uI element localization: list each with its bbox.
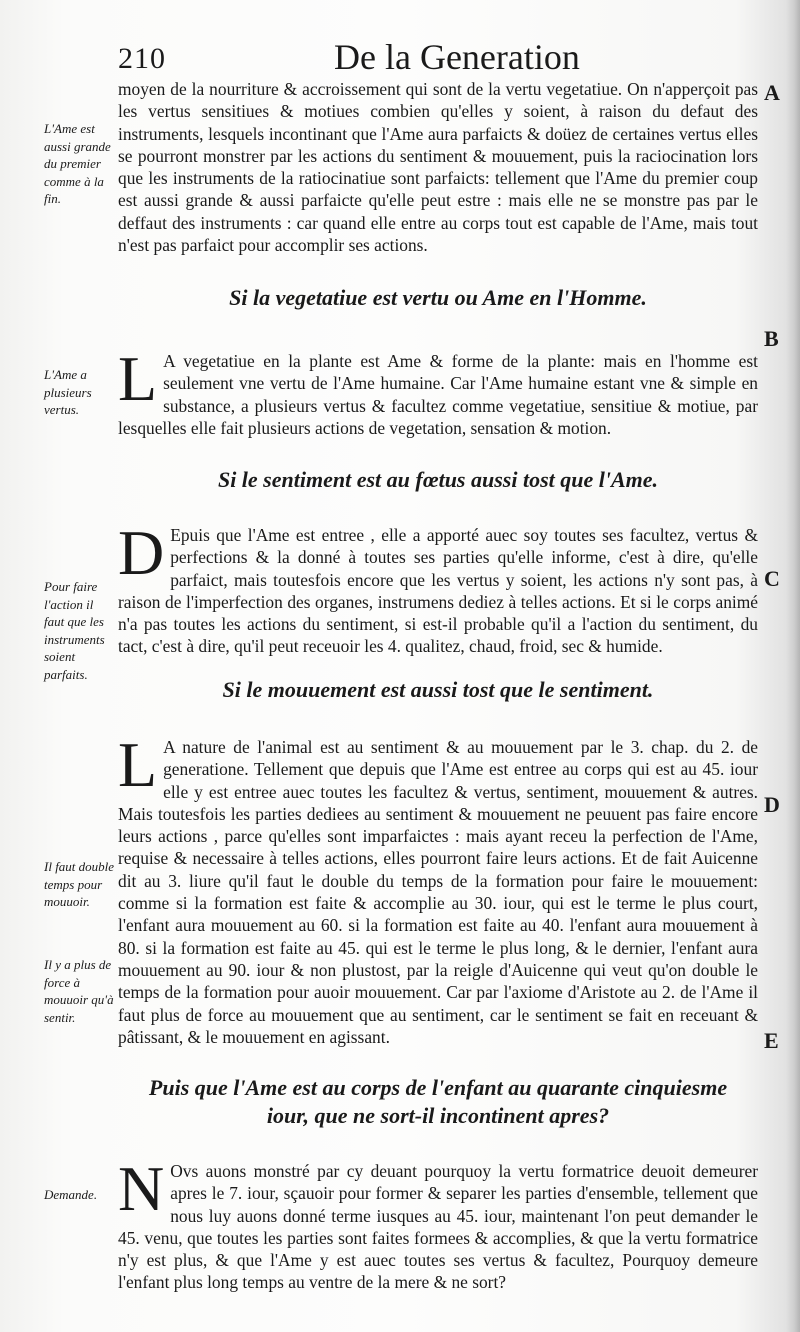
page-header bbox=[118, 36, 758, 76]
dropcap: D bbox=[118, 517, 165, 588]
page-number: 210 bbox=[118, 42, 166, 75]
heading-quarante-cinquiesme bbox=[118, 1074, 758, 1130]
paragraph-text: A nature de l'animal est au sentiment & au mouuement par le 3. chap. du 2. de generatione. Tellement que depuis que l'Ame est entree au corps qui est au 45. iour elle y est entree auec toutes les facultez & vertus, sentiment, mouuement & autres. Mais toutesfois les parties dediees au sentiment & mouuement ne peuuent pas faire encore leurs actions , parce qu'elles sont imparfaictes : mais ayant receu la perfection de l'Ame, requise & necessaire à telles actions, elles pourront faire leurs actions. Et de fait Auicenne dit au 3. liure qu'il faut le double du temps de la formation pour faire le mouuement: comme si la formation est faite & accomplie au 30. iour, qui est le terme le plus court, l'enfant aura mouuement au 60. si la formation est faite au 40. l'enfant aura mouuement à 80. si la formation est faite au 45. qui est le terme le plus long, & le dernier, l'enfant aura mouuement au 90. iour & non plustost, par la reigle d'Auicenne qui veut qu'on double le temps de la formation pour auoir mouuement. Car par l'axiome d'Aristote au 2. de l'Ame il faut plus de force au mouuement que au sentiment, car le sentiment se fait en receuant & pâtissant, & le mouuement en agissant. bbox=[118, 737, 758, 1047]
paragraph-text: A vegetatiue en la plante est Ame & forme de la plante: mais en l'homme est seulement vne vertu de l'Ame humaine. Car l'Ame humaine estant vne & simple en substance, a plusieurs vertus & facultez comme vegetatiue, sensitiue & motiue, par lesquelles elle fait plusieurs actions de vegetation, sensation & motion. bbox=[118, 351, 758, 438]
heading-mouuement: Si le mouuement est aussi tost que le sentiment. bbox=[222, 677, 654, 702]
paragraph-mouuement bbox=[118, 729, 758, 1048]
dropcap: N bbox=[118, 1153, 165, 1224]
paragraph-quarante bbox=[118, 1153, 758, 1294]
dropcap: L bbox=[118, 343, 158, 414]
heading-sentiment: Si le sentiment est au fœtus aussi tost que l'Ame. bbox=[217, 467, 659, 492]
margin-note-double-temps: Il faut double temps pour mouuoir. bbox=[44, 859, 115, 909]
heading-line-1: Puis que l'Ame est au corps de l'enfant au quarante cinquiesme bbox=[148, 1075, 728, 1100]
heading-vegetatiue: Si la vegetatiue est vertu ou Ame en l'Homme. bbox=[229, 285, 647, 310]
heading-line-2: iour, que ne sort-il incontinent apres? bbox=[266, 1103, 610, 1128]
signature-letter-b: B bbox=[764, 326, 779, 351]
running-title: De la Generation bbox=[334, 37, 580, 77]
paragraph-vegetatiue bbox=[118, 343, 758, 439]
margin-note-instruments-parfaits: Pour faire l'action il faut que les instruments soient parfaits. bbox=[44, 579, 105, 682]
signature-letter-a: A bbox=[764, 80, 780, 105]
margin-note-ame-grande: L'Ame est aussi grande du premier comme à la fin. bbox=[44, 121, 111, 206]
intro-paragraph: moyen de la nourriture & accroissement qui sont de la vertu vegetatiue. On n'apperçoit pas les vertus sensitiues & motiues combien qu'elles y soient, à raison du defaut des instruments, lesquels incontinant que l'Ame aura parfaicts & doüez de certaines vertus elles se pourront monstrer par les actions du sentiment & mouuement, puis la raciocination lors que les instruments de la ratiocinatiue sont parfaicts: tellement que l'Ame du premier coup est aussi grande & aussi parfaicte qu'elle peut estre : mais elle ne se monstre pas par le deffaut des instruments : car quand elle entre au corps tout est capable de l'Ame, mais tout n'est pas parfaict pour accomplir ses actions. bbox=[118, 79, 758, 256]
page-edge-shadow bbox=[786, 0, 800, 1332]
signature-letter-c: C bbox=[764, 566, 780, 591]
dropcap: L bbox=[118, 729, 158, 800]
margin-note-force-mouuoir: Il y a plus de force à mouuoir qu'à sentir. bbox=[44, 957, 114, 1025]
signature-letter-e: E bbox=[764, 1028, 779, 1053]
paragraph-text: Epuis que l'Ame est entree , elle a apporté auec soy toutes ses facultez, vertus & perfections & la donné à toutes ses parties qu'elle informe, c'est à dire, qu'elle parfaict, mais toutesfois encore que les vertus y soient, les actions n'y sont pas, à raison de l'imperfection des organes, instrumens dediez à telles actions. Et si le corps animé n'a pas toutes les actions du sentiment, si est-il probable qu'il a l'action du sentiment, du tact, c'est à dire, qu'il peut receuoir les 4. qualitez, chaud, froid, sec & humide. bbox=[118, 525, 758, 657]
paragraph-sentiment bbox=[118, 517, 758, 658]
margin-note-plusieurs-vertus: L'Ame a plusieurs vertus. bbox=[44, 367, 92, 417]
margin-note-demande: Demande. bbox=[44, 1187, 98, 1202]
paragraph-text: Ovs auons monstré par cy deuant pourquoy la vertu formatrice deuoit demeurer apres le 7. iour, sçauoir pour former & separer les parties d'ensemble, tellement que nous luy auons donné terme iusques au 45. iour, maintenant l'on peut demander le 45. venu, que toutes les parties sont faites formees & accomplies, & que la vertu formatrice n'y est plus, & que l'Ame y est auec toutes ses vertus & facultez, Pourquoy demeure l'enfant plus long temps au ventre de la mere & ne sort? bbox=[118, 1161, 758, 1293]
signature-letter-d: D bbox=[764, 792, 780, 817]
